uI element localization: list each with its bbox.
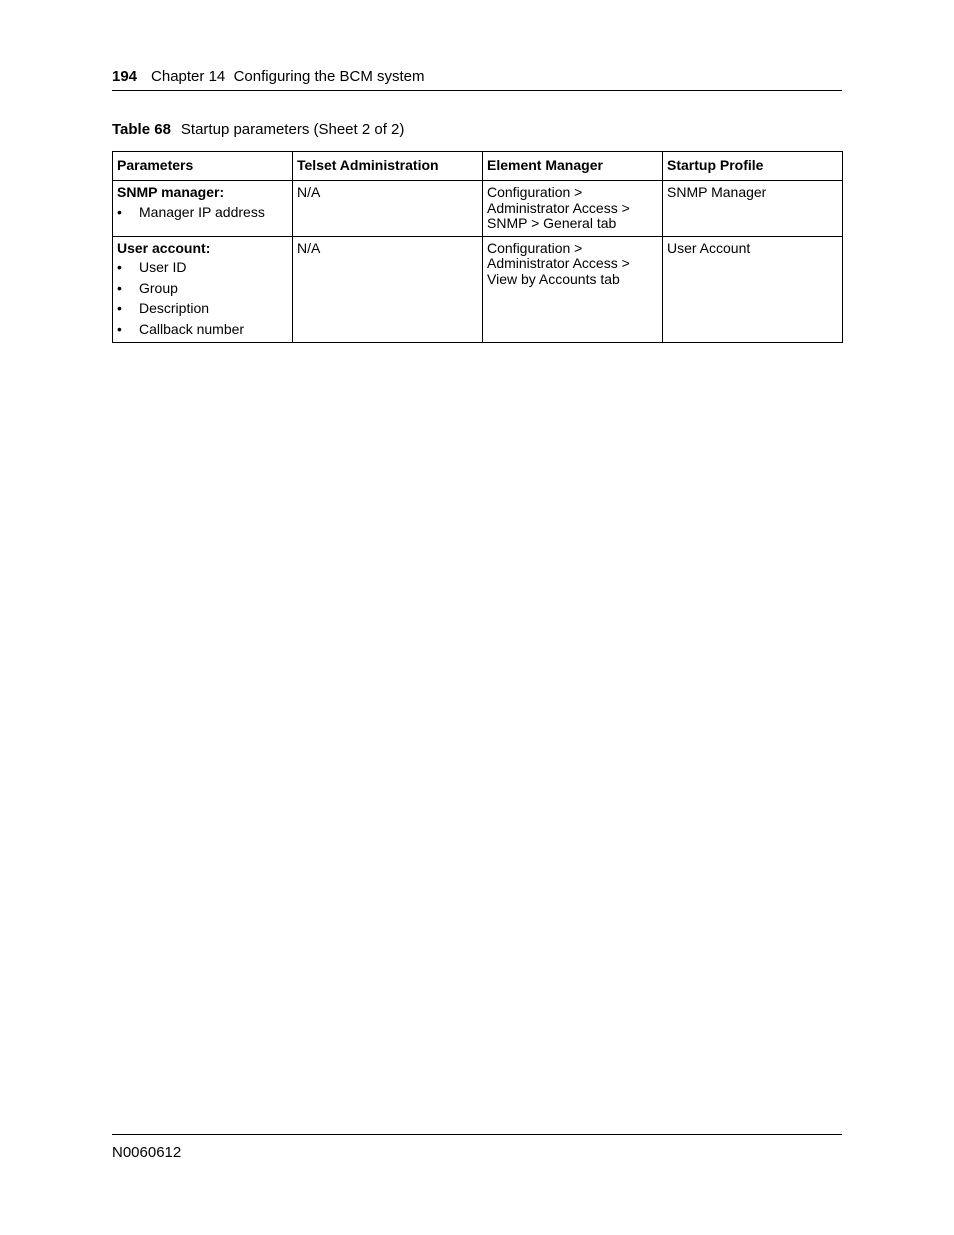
- table-caption: [112, 121, 404, 139]
- chapter-title: Chapter 14 Configuring the BCM system: [151, 68, 425, 85]
- startup-parameters-table: [112, 151, 843, 343]
- column-header-element-manager: Element Manager: [483, 152, 663, 181]
- element-manager-path-line: Administrator Access >: [487, 255, 630, 271]
- list-item-text: Callback number: [139, 320, 245, 337]
- parameter-list: [117, 260, 288, 337]
- list-item: [117, 260, 288, 276]
- bullet-icon: •: [117, 203, 122, 220]
- parameter-group-title: User account:: [117, 239, 211, 256]
- list-item-text: Manager IP address: [139, 203, 265, 220]
- element-manager-path-line: View by Accounts tab: [487, 270, 620, 287]
- element-manager-path-line: Configuration >: [487, 239, 583, 256]
- parameters-cell: [113, 236, 293, 342]
- startup-profile-cell: SNMP Manager: [663, 181, 843, 237]
- running-header: [112, 68, 842, 86]
- list-item: [117, 322, 288, 338]
- telset-cell: N/A: [293, 236, 483, 342]
- telset-cell: N/A: [293, 181, 483, 237]
- table-header-row: [113, 152, 843, 181]
- table-row: [113, 236, 843, 342]
- startup-profile-cell: User Account: [663, 236, 843, 342]
- table-title: Startup parameters (Sheet 2 of 2): [180, 121, 405, 138]
- element-manager-cell: [483, 236, 663, 342]
- parameters-cell: [113, 181, 293, 237]
- document-number: N0060612: [112, 1144, 182, 1161]
- list-item-text: User ID: [139, 259, 187, 275]
- column-header-startup-profile: Startup Profile: [663, 152, 843, 181]
- parameter-list: [117, 205, 288, 221]
- table-number: Table 68: [112, 121, 171, 138]
- table-row: [113, 181, 843, 237]
- header-rule: [112, 90, 842, 91]
- footer-rule: [112, 1134, 842, 1135]
- bullet-icon: •: [117, 279, 122, 296]
- element-manager-path-line: Configuration >: [487, 184, 583, 200]
- list-item-text: Group: [139, 279, 178, 296]
- parameter-group-title: SNMP manager:: [117, 184, 225, 200]
- list-item: [117, 281, 288, 297]
- column-header-telset-administration: Telset Administration: [293, 152, 483, 181]
- list-item: [117, 301, 288, 317]
- bullet-icon: •: [117, 320, 122, 337]
- list-item: [117, 205, 288, 221]
- bullet-icon: •: [117, 300, 122, 316]
- bullet-icon: •: [117, 259, 122, 275]
- page-number: 194: [112, 68, 138, 85]
- element-manager-path-line: SNMP > General tab: [487, 215, 617, 231]
- list-item-text: Description: [139, 300, 210, 316]
- column-header-parameters: Parameters: [113, 152, 293, 181]
- element-manager-path-line: Administrator Access >: [487, 199, 630, 216]
- element-manager-cell: [483, 181, 663, 237]
